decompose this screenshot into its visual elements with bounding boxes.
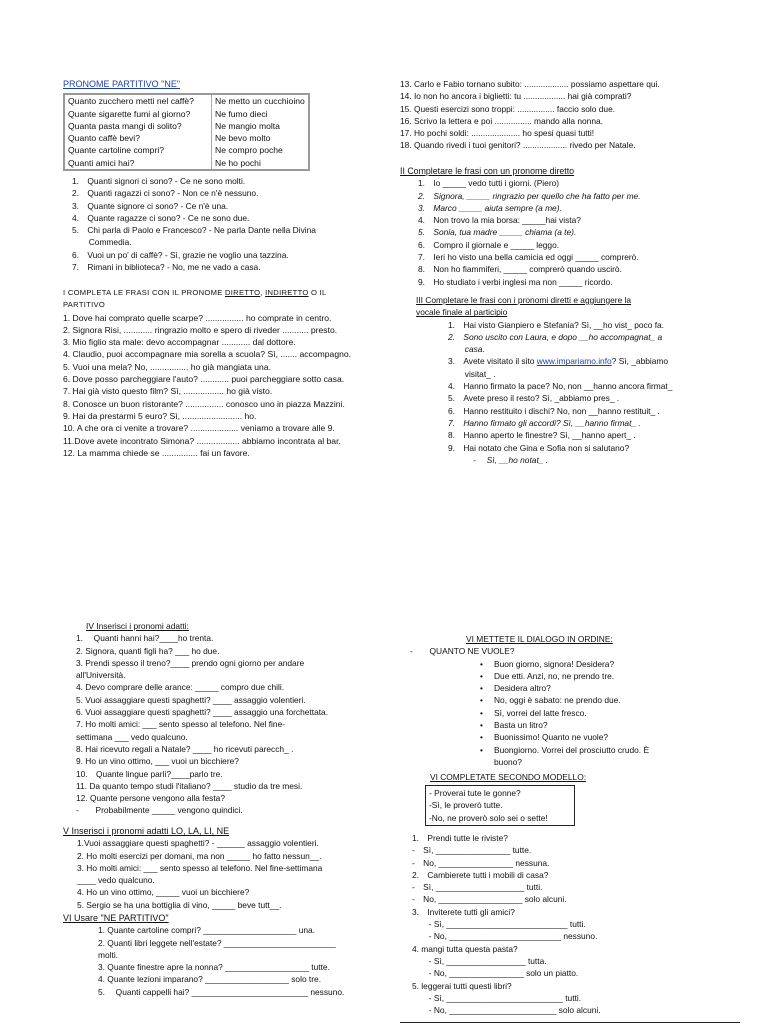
list-item: 8. Conosce un buon ristorante? ................ conosco uno in piazza Mazzini. [63,398,345,409]
list-item: 1. Quanti signori ci sono? - Ce ne sono molti. [72,176,246,186]
dialog-line [480,670,740,682]
question-cell: Quanto zucchero metti nel caffè? [64,94,212,107]
list-item: 12. Quante persone vengono alla festa? [76,793,225,804]
list-item: visitat_ . [448,368,496,379]
section-title: VI Usare "NE PARTITIVO" [63,913,169,923]
list-item: 16. Scrivo la lettera e poi ................ mando alla nonna. [400,115,603,126]
list-item: 4. Devo comprare delle arance: _____ compro due chili. [76,682,285,693]
dialog-line [480,719,740,731]
model-line: - Proverai tute le gonne? [429,788,521,798]
model-line: -No, ne proverò solo sei o sette! [429,812,548,823]
table-row [64,157,309,170]
list-item: 3. Ho molti amici: ___ sento spesso al telefono. Nel fine-settimana [77,862,323,873]
exercise-list [400,177,730,288]
section-title: IV Inserisci i pronomi adatti: [86,621,189,631]
answer-cell: Ne fumo dieci [212,108,309,120]
exercise-list [63,837,393,911]
list-item: 4. Non trovo la mia borsa: _____hai vista? [418,215,581,226]
section-title: VI COMPLETATE SECONDO MODELLO: [430,772,587,782]
dialog-line [480,707,740,719]
list-item: 3. Quante finestre apre la nonna? __________________ tutte. [98,962,330,973]
item-text: ? Sì, _abbiamo [611,356,669,367]
section-vi-dialog [410,633,740,768]
example-table [63,93,310,171]
section-vi-ne [63,912,393,998]
list-item: 1. Io _____ vedo tutti i giorni. (Piero) [418,178,560,189]
title-part: , [260,288,266,297]
bullet-icon: • [480,707,483,718]
section-title-line2: vocale finale al participio [416,307,508,318]
list-item: 2. Sono uscito con Laura, e dopo __ho accompagnat_ a [448,331,663,342]
list-item: 6. Hanno restituito i dischi? No, non __hanno restituit_ . [448,405,660,416]
list-item: 4. Claudio, puoi accompagnare mia sorella a scuola? Sì, ....... accompagno. [63,349,352,360]
section-title: VI METTETE IL DIALOGO IN ORDINE: [466,634,613,644]
section-iii [416,294,736,466]
list-item: Commedia. [72,237,132,248]
list-item: 6. Vuoi un po' di caffè? - Sì, grazie ne voglio una tazzina. [72,249,289,260]
dialog-text: Buonissimo! Quanto ne vuole? [494,732,609,743]
list-item: - No, ________________ solo un piatto. [412,968,579,979]
question-cell: Quante sigarette fumi al giorno? [64,108,212,120]
list-item: 5. Avete preso il resto? Sì, _abbiamo pres_ . [448,393,620,404]
question-cell: Quanta pasta mangi di solito? [64,120,212,132]
answer-cell: Ne mangio molta [212,120,309,132]
section-v [63,825,393,911]
list-item: - No, ________________ nessuna. [412,857,550,868]
list-item: settimana ___ vedo qualcuno. [76,731,188,742]
answer-cell: Ne metto un cucchioino [212,94,309,107]
title-part: O IL [308,288,327,297]
list-item: 9. Hai notato che Gina e Sofia non si salutano? [448,442,630,453]
list-item: 3. Quante signore ci sono? - Ce n'è una. [72,200,229,211]
list-item: 15. Questi esercizi sono troppi: ................ faccio solo due. [400,103,616,114]
table-row [64,120,309,132]
list-item: 7. Ieri ho visto una bella camicia ed oggi _____ comprerò. [418,252,639,263]
answer-cell: Ne bevo molto [212,132,309,144]
list-item: 4. mangi tutta questa pasta? [412,943,518,954]
question-cell: Quanti amici hai? [64,157,212,170]
model-line: -Sì, le proverò tutte. [429,800,503,811]
list-item: 7. Rimani in biblioteca? - No, me ne vado a casa. [72,262,261,273]
list-item: - No, __________________ solo alcuni. [412,894,567,905]
list-item: 1. Dove hai comprato quelle scarpe? ................ ho comprate in centro. [63,312,332,323]
list-item: 18. Quando rivedi i tuoi genitori? ................... rivedo per Natale. [400,140,636,151]
dialog-list [410,658,740,769]
list-item: all'Università. [76,670,126,681]
list-item: - Probabilmente _____ vengono quindici. [76,805,243,816]
list-item: 4. Ho un vino ottimo, _____ vuoi un bicchiere? [77,887,250,898]
list-item: ____ vedo qualcuno. [77,875,155,886]
list-item: 4. Hanno firmato la pace? No, non __hanno ancora firmat_ [448,381,673,392]
dialog-line [480,756,740,768]
section-title-line2: PARTITIVO [63,300,106,310]
list-item: 2. Quanti libri leggete nell'estate? ________________________ [98,937,336,948]
list-item: 4. Quante lezioni imparano? __________________ solo tre. [98,974,322,985]
list-item: 11. Da quanto tempo studi l'italiano? ____ studio da tre mesi. [76,780,303,791]
list-item: 8. Hanno aperto le finestre? Sì, __hanno apert_ . [448,430,636,441]
list-item: 7. Hanno firmato gli accordi? Sì, __hanno firmat_ . [448,417,641,428]
dialog-lead: - QUANTO NE VUOLE? [410,646,515,657]
dialog-line [480,731,740,743]
list-item: casa. [448,344,485,355]
list-item: 8. Non ho fiammiferi, _____ comprerò quando uscirò. [418,264,622,275]
exercise-list [76,632,396,816]
list-item: 1.Vuoi assaggiare questi spaghetti? - ______ assaggio volentieri. [77,838,319,849]
dialog-text: Buon giorno, signora! Desidera? [494,658,615,669]
list-item: molti. [98,949,119,960]
list-item: 5. leggerai tutti questi libri? [412,980,512,991]
dialog-text: Basta un litro? [494,720,548,731]
list-item: 2. Signora, _____ ringrazio per quello che ha fatto per me. [418,190,641,201]
list-item: 2. Signora Risi, ............ ringrazio molto e spero di riveder ........... presto. [63,324,338,335]
list-item: 5. Quanti cappelli hai? _________________________ nessuno. [98,986,345,997]
website-link[interactable]: www.impariamo.info [536,356,612,367]
table-row [64,132,309,144]
list-item: 7. Hai già visto questo film? Sì, ................. ho già visto. [63,386,273,397]
dialog-line [480,744,740,756]
list-item: 3. Marco _____ aiuta sempre (a me). [418,202,562,213]
section-title [63,287,363,299]
section-title: V Inserisci i pronomi adatti LO, LA, LI, NE [63,826,230,836]
bottom-rule [400,1022,740,1023]
table-row [64,144,309,156]
list-item: 10. A che ora ci venite a trovare? .................... veniamo a trovare alle 9. [63,423,335,434]
list-item: 10. Quante lingue parli?____parlo tre. [76,768,223,779]
list-item [448,355,736,367]
question-cell: Quanto caffè bevi? [64,132,212,144]
list-item: 1. Prendi tutte le riviste? [412,833,508,843]
dialog-line [480,682,740,694]
section-partitivo [63,78,383,171]
list-item: 2. Ho molti esercizi per domani, ma non _____ ho fatto nessun__. [77,850,322,861]
list-item: 6. Vuoi assaggiare questi spaghetti? ____ assaggio una forchettata. [76,707,329,718]
list-item: - Sì, _________________ tutta. [412,955,547,966]
list-item: 9. Hai da prestarmi 5 euro? Sì, ......................... ho. [63,410,257,421]
table-row [64,94,309,107]
list-item: 5. Vuoi una mela? No, ................ ho già mangiata una. [63,361,271,372]
list-item: 5. Sergio se ha una bottiglia di vino, _____ beve tutt__. [77,899,282,910]
title-part: INDIRETTO [265,288,309,297]
answer-cell: Ne compro poche [212,144,309,156]
question-cell: Quante cartoline compri? [64,144,212,156]
list-item: 8. Hai ricevuto regali a Natale? ____ ho ricevuti parecch_ . [76,743,294,754]
list-item: - Sì, _________________________ tutti. [412,992,582,1003]
dialog-text: Sì, vorrei del latte fresco. [494,707,587,718]
examples-list [72,175,372,273]
list-item: - Sì, ___________________ tutti. [412,882,543,893]
list-item: 7. Ho molti amici: ___ sento spesso al telefono. Nel fine- [76,719,286,730]
list-item: 13. Carlo e Fabio tornano subito: ................... possiamo aspettare qui. [400,79,660,89]
list-item: 14. Io non ho ancora i biglietti: tu .................. hai già comprati? [400,91,632,102]
list-item: 12. La mamma chiede se ............... fai un favore. [63,447,250,458]
section-vi-model-title [430,771,730,783]
dialog-text: Due etti. Anzi, no, ne prendo tre. [494,670,615,681]
list-item: - Sì, ________________ tutte. [412,845,532,856]
table-row [64,108,309,120]
title-part: I COMPLETA LE FRASI CON IL PRONOME [63,288,225,297]
list-item: 5. Sonia, tua madre _____ chiama (a te). [418,227,577,238]
answer-cell: Ne ho pochi [212,157,309,170]
list-item: 3. Prendi spesso il treno?____ prendo ogni giorno per andare [76,657,305,668]
dialog-line [480,658,740,670]
section-title: III Completare le frasi con i pronomi diretti e aggiungere la [416,295,632,305]
list-item: 1. Quante cartoline compri? ____________________ una. [98,925,315,936]
list-item: 5. Chi parla di Paolo e Francesco? - Ne parla Dante nella Divina [72,225,316,236]
list-item: 4. Quante ragazze ci sono? - Ce ne sono due. [72,212,250,223]
list-item: 9. Ho un vino ottimo, ___ vuoi un bicchiere? [76,756,239,767]
list-item: 11.Dove avete incontrato Simona? .................. abbiamo incontrata al bar. [63,435,341,446]
list-item: - No, _______________________ solo alcuni. [412,1005,601,1016]
dialog-line [480,694,740,706]
section-title: II Completare le frasi con un pronome diretto [400,166,575,176]
bullet-icon: • [480,732,483,743]
list-item: 6. Dove posso parcheggiare l'auto? ............ puoi parcheggiare sotto casa. [63,374,345,385]
list-item: - Sì, __________________________ tutti. [412,919,586,930]
exercise-continuation [400,78,730,152]
dialog-text: Buongiorno. Vorrei del prosciutto crudo. È [494,744,650,755]
list-item: 1. Quanti hanni hai?____ho trenta. [76,633,214,644]
model-exercise-list [412,832,742,1016]
list-item: 6. Compro il giornale e _____ leggo. [418,239,560,250]
bullet-icon: • [480,670,483,681]
dialog-text: Desidera altro? [494,683,551,694]
bullet-icon: • [480,695,483,706]
list-item: - Sì, __ho notat_ . [448,454,549,465]
bullet-icon: • [480,744,483,755]
list-item: 9. Ho studiato i verbi inglesi ma non _____ ricordo. [418,276,613,287]
exercise-list [416,319,736,467]
section-i [63,287,363,459]
list-item: 2. Cambierete tutti i mobili di casa? [412,869,549,880]
item-text: 3. Avete visitato il sito [448,356,537,367]
exercise-list [63,924,393,998]
list-item: 1. Hai visto Gianpiero e Stefania? Sì, __ho vist_ poco fa. [448,319,665,330]
list-item: 2. Quanti ragazzi ci sono? - Non ce n'è nessuno. [72,188,259,199]
list-item: 5. Vuoi assaggiare questi spaghetti? ____ assaggio volentieri. [76,694,306,705]
list-item: 2. Signora, quanti figli ha? ___ ho due. [76,645,220,656]
title-part: DIRETTO [224,288,261,297]
dialog-text: buono? [494,756,522,767]
bullet-icon: • [480,720,483,731]
section-iv [76,620,396,817]
list-item: 3. Inviterete tutti gli amici? [412,906,515,917]
dialog-text: No, oggi è sabato: ne prendo due. [494,695,621,706]
model-box [425,785,575,826]
list-item: 17. Ho pochi soldi: ..................... ho spesi quasi tutti! [400,128,595,139]
list-item: 3. Mio figlio sta male: devo accompagnar ............ dal dottore. [63,337,296,348]
exercise-list [63,312,363,460]
bullet-icon: • [480,658,483,669]
section-ii [400,165,730,288]
list-item: - No, ________________________ nessuno. [412,931,598,942]
bullet-icon: • [480,683,483,694]
section-title: PRONOME PARTITIVO "NE" [63,79,181,89]
